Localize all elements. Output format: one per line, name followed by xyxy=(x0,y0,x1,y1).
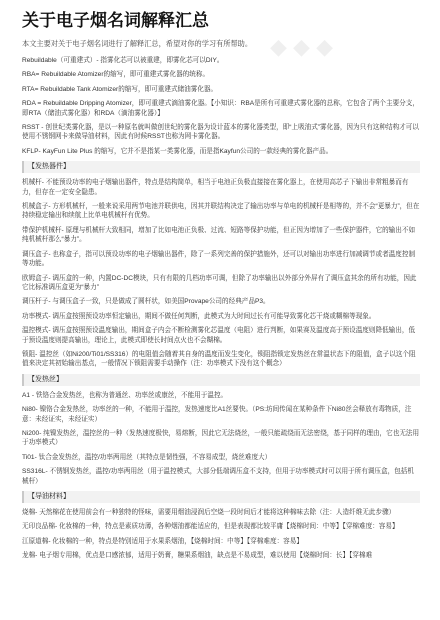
paragraph: RBA= Rebuildable Atomizer的缩写，即可重建式雾化器的统称。 xyxy=(22,71,210,79)
paragraph: 带保护机械杆- 原理与机械杆大致相同，增加了比如电池正负极、过流、短路等保护功能，但正因为增加了一些保护器件，它的输出不如纯机械杆那么“暴力”。 xyxy=(22,226,416,244)
paragraph: Ti01- 钛合金发热丝，温控/功率两用丝（其特点是韧性强，不容易成型，烧丝难度大） xyxy=(22,453,272,461)
page-title: 关于电子烟名词解释汇总 xyxy=(22,11,209,30)
paragraph: 江原道棉- 化妆棉的一种，特点是特别适用于水果系烟油，【烧棉时间：中等】【穿棉难度：容易】 xyxy=(22,537,303,545)
paragraph: 烧棉- 天然棉花在使用前会有一种独特的怪味，需要用烟油浸润后空烧一段时间后才能将这种棉味去除（注：人造纤维无此步骤） xyxy=(22,509,396,516)
section-heading: 【导油材料】 xyxy=(22,491,420,503)
intro-text: 本文主要对关于电子烟名词进行了解释汇总，希望对你的学习有所帮助。 xyxy=(22,39,253,48)
paragraph: 功率模式- 调压盒按照预设功率恒定输出，期间不做任何判断，此模式为大时间过长有可能导致雾化芯干烧或糊棉等现象。 xyxy=(22,312,376,320)
paragraph: 机械盒子- 方形机械杆，一般来说采用两节电池并联供电，因其并联结构决定了输出功率与单电的机械杆是相等的，并不会“更暴力”，但在持续稳定输出和续航上比单电机械杆有优势。 xyxy=(22,203,420,220)
paragraph: A1 - 铁铬合金发热丝，也称为普通丝、功率丝或康丝，不能用于温控。 xyxy=(22,391,228,399)
paragraph: 调压杆子- 与调压盒子一致，只是做成了圆杆状，如美国Provape公司的经典产品P3。 xyxy=(22,298,270,306)
paragraph: RTA= Rebuildable Tank Atomizer的缩写，即可重建式储油雾化器。 xyxy=(22,85,218,93)
paragraph: SS316L- 不锈钢发热丝，温控/功率两用丝（用于温控模式，大部分低端调压盒不支持，但用于功率模式时可以用于所有调压盒，包括机械杆） xyxy=(22,468,414,485)
section-heading: 【发热丝】 xyxy=(22,374,420,386)
paragraph: 欧姆盒子- 调压盒的一种，内置DC-DC模块，只有有限的几档功率可调，但除了功率输出以外部分外屏有了调压盒其余的所有功能，因此它比标准调压盒更为“暴力” xyxy=(22,274,417,291)
paragraph: 无印良品棉- 化妆棉的一种，特点是素质功薄，各种烟油都能适应的，但是表现都比较平庸【烧棉时间：中等】【穿棉难度：容易】 xyxy=(22,523,399,531)
section-heading: 【发热器件】 xyxy=(22,161,420,173)
paragraph: Ni200- 纯镍发热丝，温控丝的一种（发热速度极快，易熔断，因此它无法烧丝，一般只能疏绕而无法密绕，基于同样的理由，它也无法用于功率模式） xyxy=(22,429,420,447)
paragraph: 温控模式- 调压盒按照预设温度输出，期间盒子内会不断检测雾化芯温度（电阻）进行判断，如果赛及温度高于预设温度则降低输出，低于预设温度则提高输出，理论上，此模式即使长时间点火也不会糊棉。 xyxy=(22,327,416,344)
paragraph: Rebuildable（可重建式）- 指雾化芯可以被重建，即雾化芯可以DIY。 xyxy=(22,57,224,64)
paragraph: 调压盒子- 也称盒子，指可以预设功率的电子烟输出器件，除了一系列完善的保护措施外，还可以对输出功率进行加减调节或者温度控制等功能。 xyxy=(22,250,416,268)
paragraph: RDA = Rebuildable Dripping Atomizer，即可重建式滴油雾化器。【小知识：RBA是所有可重建式雾化器的总称，它包含了两个主要分支，即RTA（储油式雾化器）和RDA（滴油雾化器）】 xyxy=(22,100,419,117)
paragraph: KFLP- KayFun Lite Plus 的缩写，它并不是指某一类雾化器，而是指Kayfun公司的一款经典的雾化器产品。 xyxy=(22,147,333,155)
paragraph: 龙棉- 电子烟专用棉，优点是口感浓郁，适用于奶膏，糖果系烟油，缺点是不易成型，难以使用【烧棉时间：长】【穿棉难 xyxy=(22,552,373,560)
paragraph: RSST - 创世纪类雾化器，是以一种原名就叫做创世纪的雾化器为设计蓝本的雾化器类型，即“上吸油式”雾化器，因为只有这种结构才可以使用不锈钢网卡来做导油材料，因此有时候RSST也称为网卡雾化器。 xyxy=(22,124,419,141)
svg-text:◆ ◆ ◆: ◆ ◆ ◆ xyxy=(270,34,333,59)
paragraph: 机械杆- 不能预设功率的电子烟输出器件，特点是结构简单，相当于电池正负极直接接在雾化器上，在使用高芯子下输出非常粗暴而有力，但存在一定安全隐患。 xyxy=(22,179,409,196)
paragraph: Ni80- 镍铬合金发热丝，功率丝的一种，不能用于温控，发热速度比A1丝要快。（PS:坊间传闻在某种条件下Ni80丝会释放有毒物质，注意：未经证实，未经证实） xyxy=(22,406,412,423)
paragraph: 锁阻- 温控丝（如Ni200/Ti01/SS316）的电阻值会随着其自身的温度而发生变化，锁阻指锁定发热丝在常温状态下的阻值，盒子以这个阻值来决定其初始输出基点，一般情况下锁阻需要手动操作（注：功率模式下没有这个概念） xyxy=(22,350,416,368)
watermark xyxy=(270,26,430,66)
